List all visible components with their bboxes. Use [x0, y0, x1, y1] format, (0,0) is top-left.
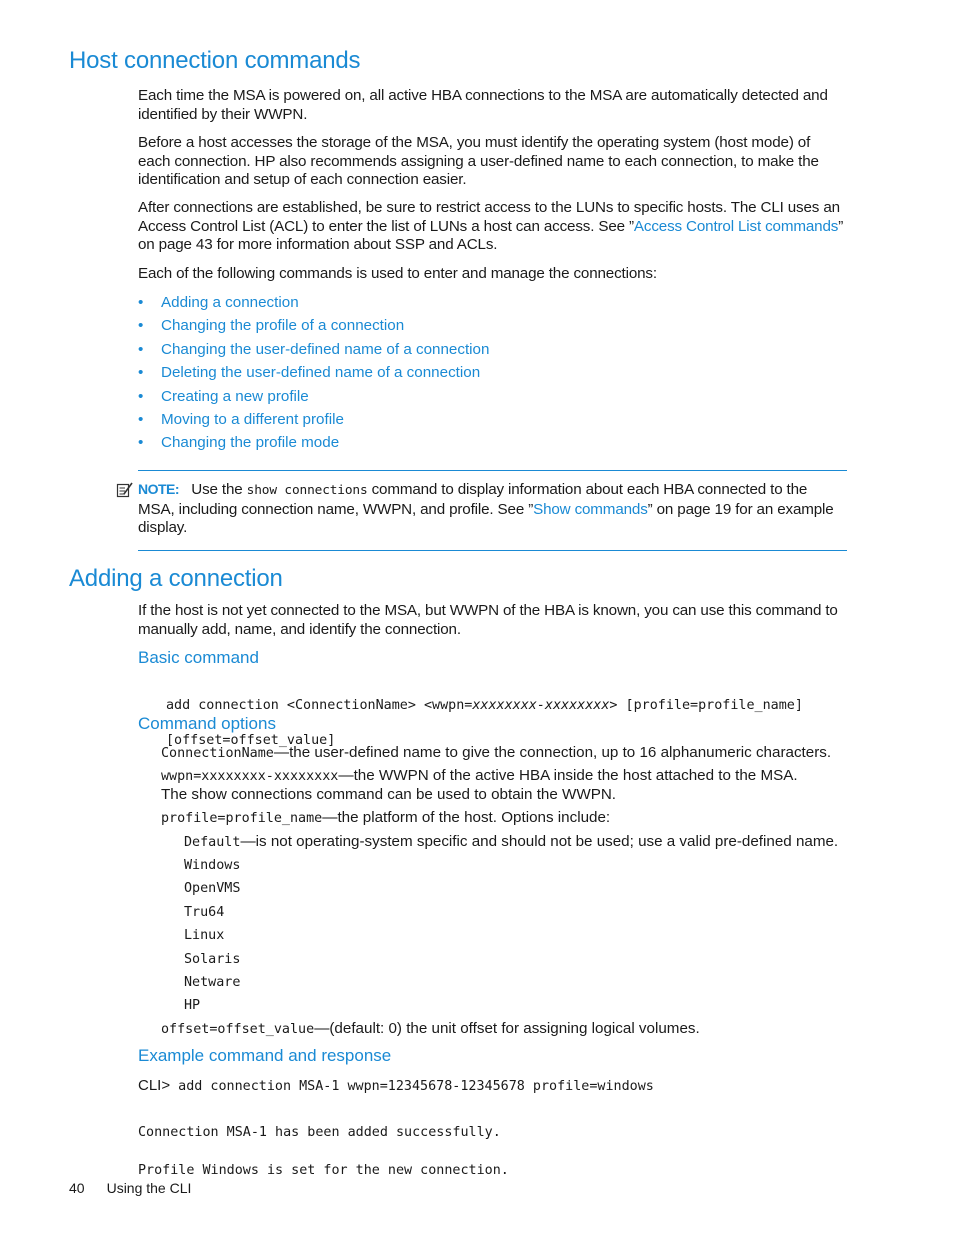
- command-options-heading: Command options: [138, 714, 276, 733]
- basic-command-line-2: [offset=offset_value]: [166, 733, 336, 748]
- changing-name-link[interactable]: Changing the user-defined name of a connection: [161, 340, 490, 358]
- chapter-name: Using the CLI: [106, 1180, 192, 1196]
- profile-tru64: Tru64: [184, 905, 225, 920]
- option-profile: profile=profile_name—the platform of the host. Options include:: [161, 809, 611, 826]
- example-command: CLI> add connection MSA-1 wwpn=12345678-12345678 profile=windows: [138, 1077, 654, 1094]
- bullet-icon: •: [138, 294, 144, 311]
- commands-intro-paragraph: Each of the following commands is used to enter and manage the connections:: [138, 265, 657, 282]
- show-connections-code: show connections: [246, 483, 368, 498]
- note-top-rule: [138, 470, 847, 471]
- note-bottom-rule: [138, 550, 847, 551]
- section-title: Host connection commands: [69, 47, 361, 74]
- profile-mode-link[interactable]: Changing the profile mode: [161, 434, 340, 452]
- profile-hp: HP: [184, 998, 201, 1013]
- bullet-icon: •: [138, 317, 144, 335]
- creating-profile-link[interactable]: Creating a new profile: [161, 387, 309, 405]
- response-line-1: Connection MSA-1 has been added successfully.: [138, 1125, 501, 1140]
- list-item: [138, 386, 489, 409]
- bullet-icon: •: [138, 340, 144, 358]
- option-wwpn-note: The show connections command can be used to obtain the WWPN.: [161, 786, 617, 803]
- profile-openvms: OpenVMS: [184, 881, 241, 896]
- bullet-icon: •: [138, 364, 144, 382]
- basic-command-heading: Basic command: [138, 648, 259, 667]
- cli-prompt: CLI>: [138, 1077, 171, 1094]
- option-connection-name: ConnectionName—the user-defined name to give the connection, up to 16 alphanumeric characters.: [161, 744, 832, 761]
- option-wwpn: wwpn=xxxxxxxx-xxxxxxxx—the WWPN of the active HBA inside the host attached to the MSA.: [161, 767, 798, 784]
- profile-linux: Linux: [184, 928, 225, 943]
- profile-solaris: Solaris: [184, 952, 241, 967]
- adding-connection-link[interactable]: Adding a connection: [161, 294, 299, 311]
- adding-connection-title: Adding a connection: [69, 565, 283, 592]
- list-item: [138, 315, 489, 338]
- option-offset: offset=offset_value—(default: 0) the unit offset for assigning logical volumes.: [161, 1020, 700, 1037]
- page-footer: [69, 1180, 191, 1196]
- bullet-icon: •: [138, 387, 144, 405]
- basic-command-line-1: add connection <ConnectionName> <wwpn=xxxxxxxx-xxxxxxxx> [profile=profile_name]: [166, 698, 803, 713]
- example-heading: Example command and response: [138, 1046, 392, 1065]
- connection-commands-list: [138, 292, 489, 456]
- example-response: [138, 1104, 509, 1199]
- deleting-name-link[interactable]: Deleting the user-defined name of a connection: [161, 364, 481, 382]
- adding-intro-paragraph: If the host is not yet connected to the MSA, but WWPN of the HBA is known, you can use this command to manually add, name, and identify the connection.: [138, 602, 838, 638]
- host-mode-paragraph: Before a host accesses the storage of the MSA, you must identify the operating system (host mode) of each connection. HP also recommends assigning a user-defined name to each connection, to make the identification and setup of each connection easier.: [138, 134, 819, 188]
- note-label: NOTE:: [138, 481, 180, 497]
- profile-netware: Netware: [184, 975, 241, 990]
- profile-default: Default—is not operating-system specific and should not be used; use a valid pre-defined name.: [184, 833, 839, 850]
- list-item: [138, 432, 489, 455]
- bullet-icon: •: [138, 410, 144, 428]
- note-icon: [116, 482, 134, 498]
- moving-profile-link[interactable]: Moving to a different profile: [161, 410, 344, 428]
- acl-commands-link[interactable]: Access Control List commands: [633, 217, 839, 235]
- list-item: [138, 292, 489, 315]
- list-item: [138, 362, 489, 385]
- page-number: 40: [69, 1180, 85, 1196]
- list-item: [138, 339, 489, 362]
- intro-paragraph: Each time the MSA is powered on, all active HBA connections to the MSA are automatically detected and identified by their WWPN.: [138, 87, 828, 123]
- profile-windows: Windows: [184, 858, 241, 873]
- changing-profile-link[interactable]: Changing the profile of a connection: [161, 317, 405, 335]
- response-line-2: Profile Windows is set for the new connection.: [138, 1163, 509, 1178]
- note-paragraph: NOTE: Use the show connections command to display information about each HBA connected to the MSA, including connection name, WWPN, and profile. See ”Show commands” on page 19 for an example display.: [138, 481, 834, 536]
- show-commands-link[interactable]: Show commands: [533, 500, 648, 518]
- list-item: [138, 409, 489, 432]
- acl-paragraph: After connections are established, be sure to restrict access to the LUNs to specific hosts. The CLI uses an Access Control List (ACL) to enter the list of LUNs a host can access. See ”Access Control List commands” on page 43 for more information about SSP and ACLs.: [138, 199, 844, 253]
- bullet-icon: •: [138, 434, 144, 452]
